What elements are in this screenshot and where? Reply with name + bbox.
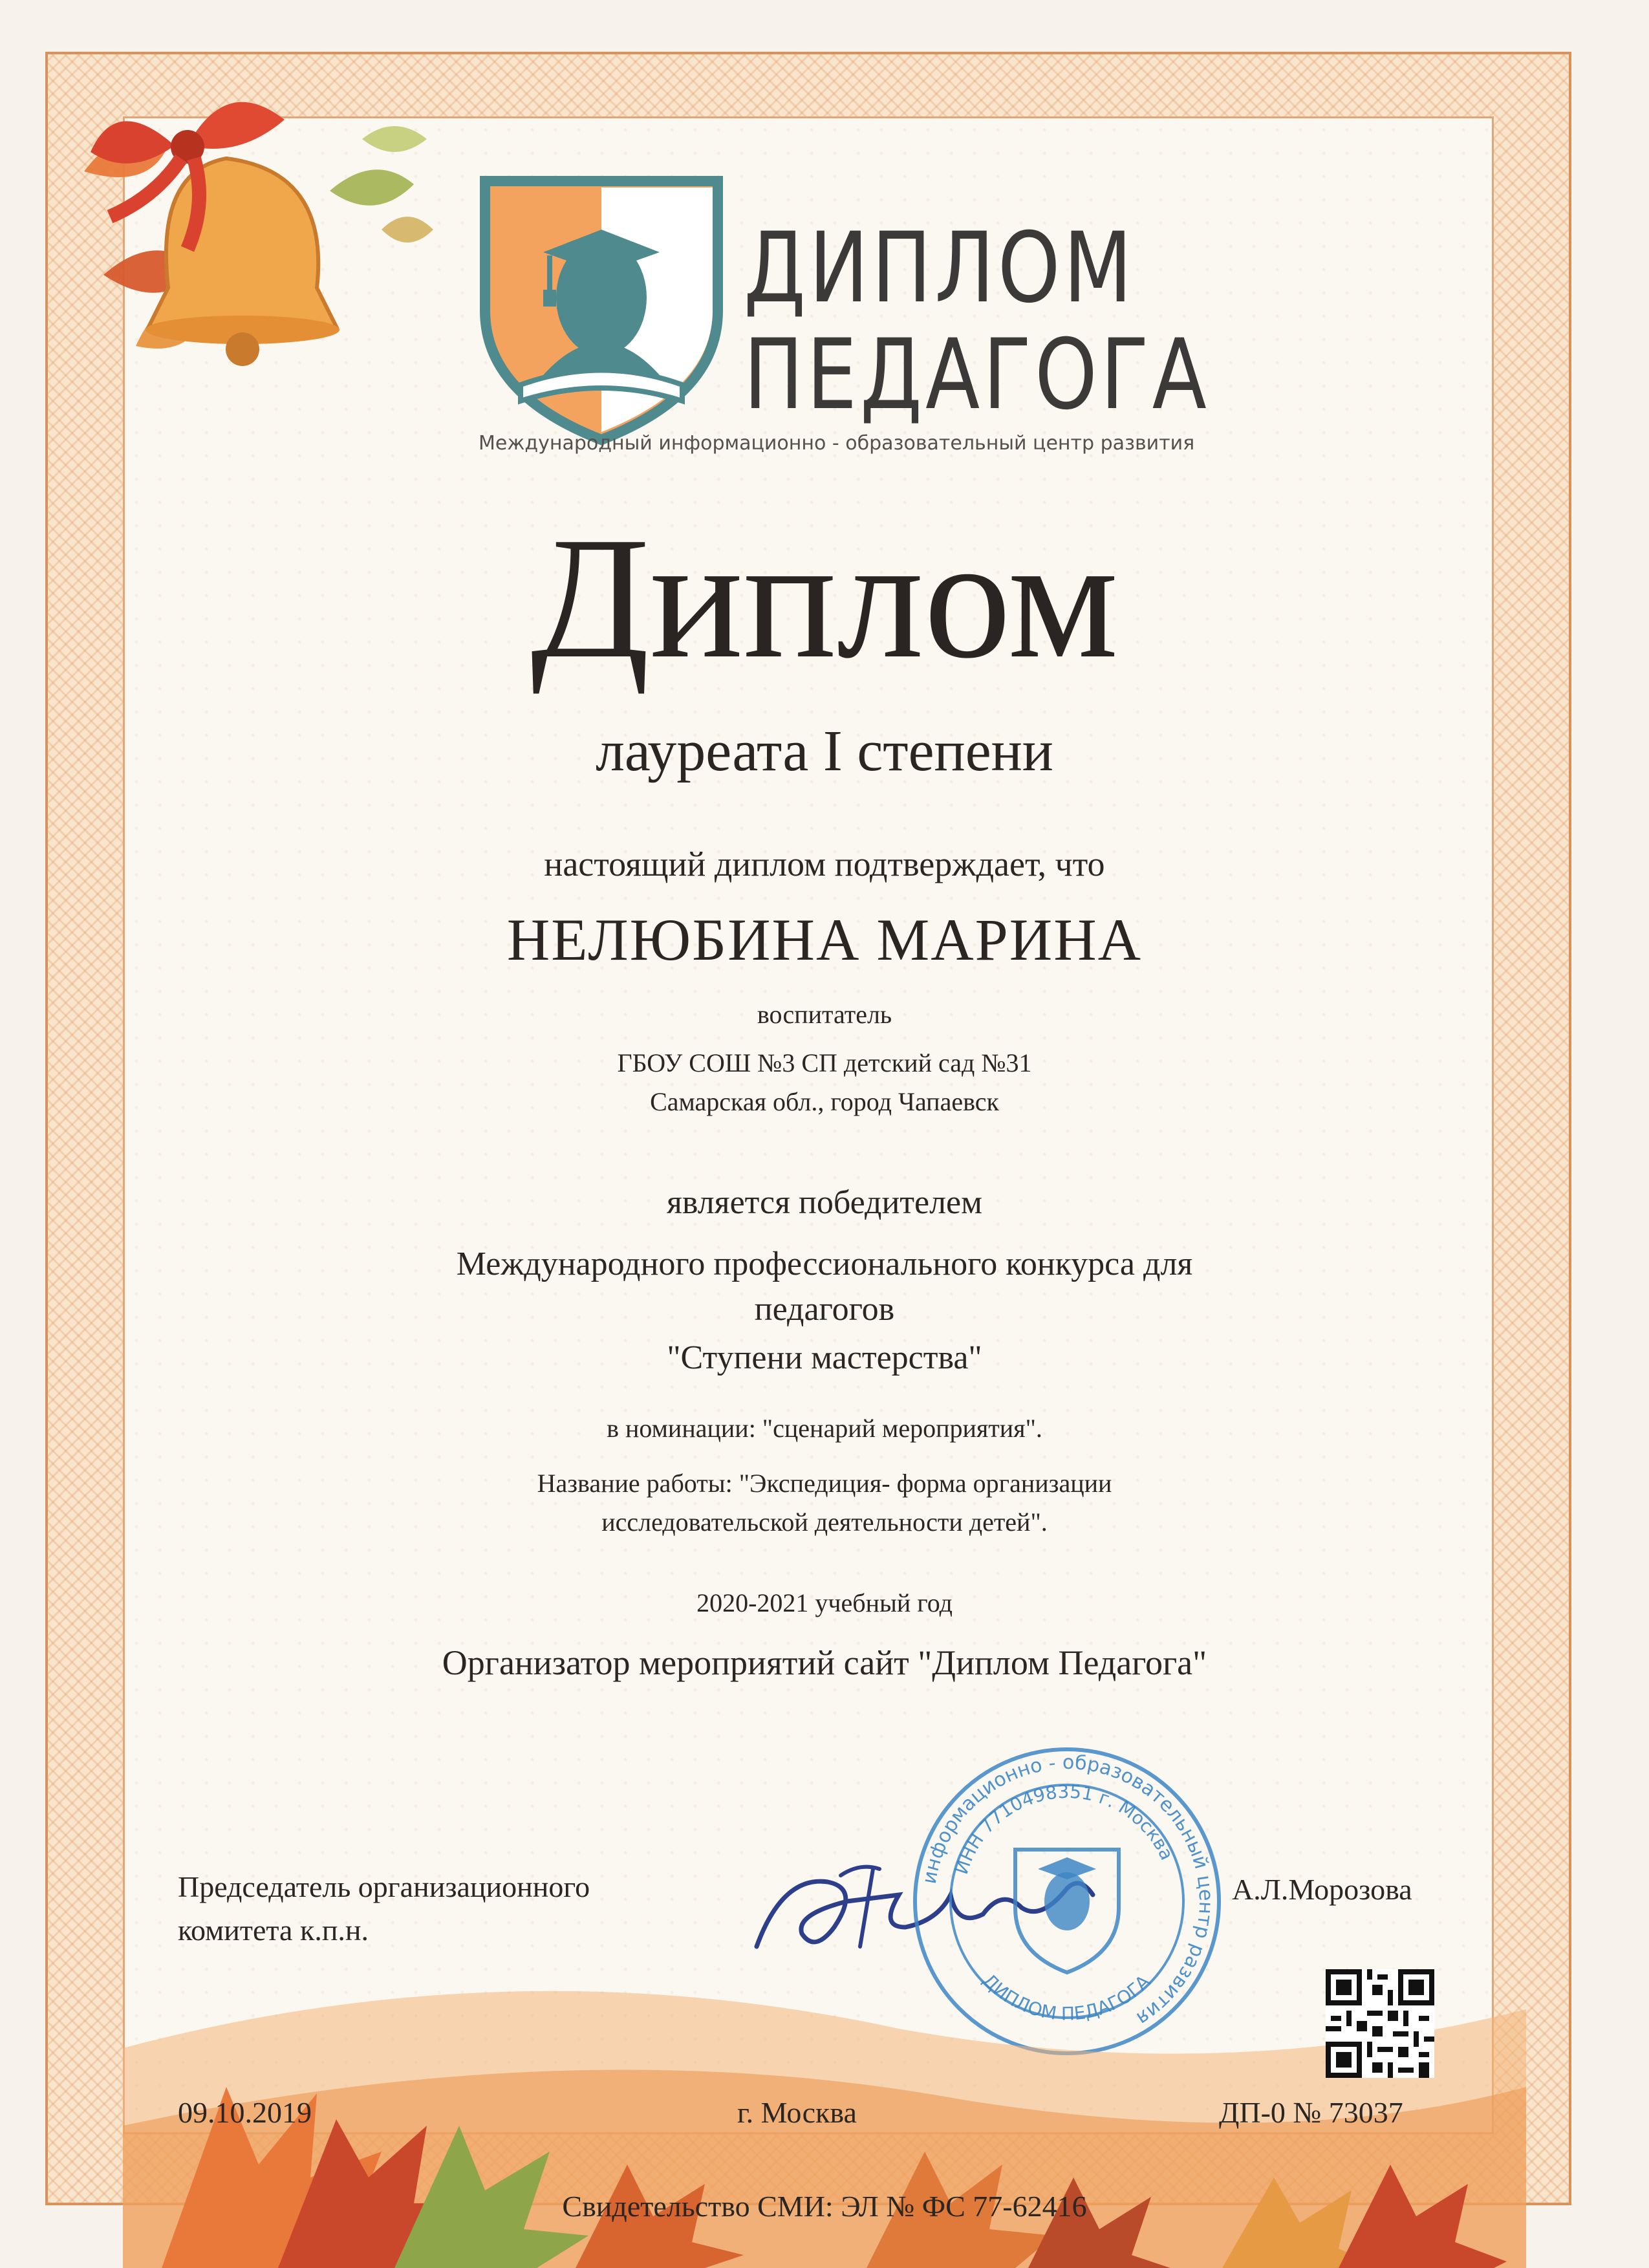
certificate-number: ДП-0 № 73037 — [1219, 2096, 1403, 2129]
winner-text: является победителем — [666, 1184, 983, 1221]
signer-title-line1: Председатель организационного — [178, 1870, 590, 1903]
bell-decoration — [58, 61, 446, 424]
logo-tagline: Международный информационно - образовательный центр развития — [479, 432, 1195, 455]
contest-line1: Международного профессионального конкурса для — [456, 1246, 1193, 1282]
nomination-text: в номинации: "сценарий мероприятия". — [607, 1414, 1042, 1443]
signer-name: А.Л.Морозова — [1232, 1873, 1412, 1906]
logo-shield-icon — [472, 162, 731, 446]
stamp-bottom-text: ДИПЛОМ ПЕДАГОГА — [978, 1969, 1154, 2025]
organizer-text: Организатор мероприятий сайт "Диплом Педагога" — [442, 1643, 1207, 1682]
recipient-organization: ГБОУ СОШ №3 СП детский сад №31 — [617, 1048, 1032, 1077]
diploma-subtitle: лауреата I степени — [596, 719, 1053, 783]
recipient-position: воспитатель — [757, 1000, 892, 1029]
logo-title-line2: ПЕДАГОГА — [744, 319, 1210, 431]
stamp-inn: ИНН 7710498351 г. Москва — [950, 1780, 1178, 1877]
work-line2: исследовательской деятельности детей". — [601, 1507, 1048, 1537]
recipient-location: Самарская обл., город Чапаевск — [650, 1087, 999, 1116]
media-registration: Свидетельство СМИ: ЭЛ № ФС 77-62416 — [562, 2190, 1087, 2223]
contest-name: "Ступени мастерства" — [667, 1339, 982, 1376]
recipient-name: НЕЛЮБИНА МАРИНА — [506, 907, 1143, 973]
qr-code-icon[interactable] — [1326, 1969, 1434, 2078]
logo-title-line1: ДИПЛОМ — [744, 212, 1136, 325]
contest-line2: педагогов — [754, 1291, 895, 1328]
work-line1: Название работы: "Экспедиция- форма организации — [537, 1469, 1112, 1498]
issue-city: г. Москва — [737, 2096, 857, 2129]
issue-date: 09.10.2019 — [178, 2096, 312, 2129]
academic-year: 2020-2021 учебный год — [696, 1588, 953, 1617]
stamp-outer-text: информационно - образовательный центр развития — [918, 1751, 1218, 2030]
signer-title-line2: комитета к.п.н. — [178, 1913, 369, 1947]
confirms-text: настоящий диплом подтверждает, что — [544, 845, 1105, 883]
diploma-title: Диплом — [530, 501, 1119, 695]
